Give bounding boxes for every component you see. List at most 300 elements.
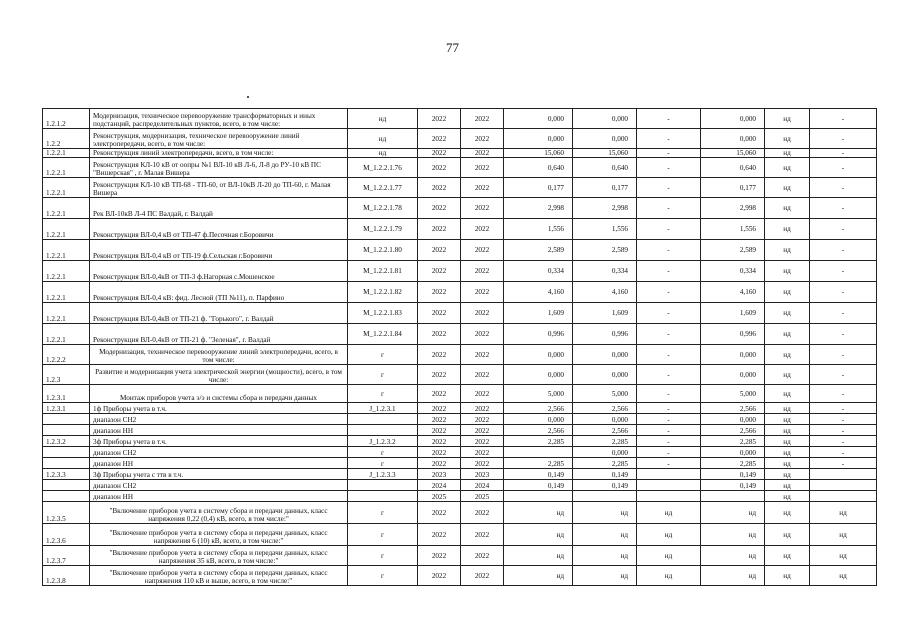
cell-value-3: - bbox=[637, 109, 701, 129]
cell-value-5: нд bbox=[765, 345, 810, 365]
cell-value-4: нд bbox=[701, 546, 765, 566]
cell-value-1: 2,285 bbox=[504, 458, 573, 469]
cell-year-end: 2022 bbox=[461, 240, 504, 261]
cell-year-start: 2022 bbox=[418, 385, 461, 403]
cell-year-start: 2022 bbox=[418, 158, 461, 178]
cell-id: 1.2.3.8 bbox=[43, 566, 90, 586]
cell-year-start: 2022 bbox=[418, 447, 461, 458]
table-row bbox=[43, 458, 877, 469]
cell-value-3: нд bbox=[637, 566, 701, 586]
cell-value-3: - bbox=[637, 219, 701, 240]
cell-value-1: 0,000 bbox=[504, 414, 573, 425]
cell-value-4 bbox=[701, 491, 765, 502]
cell-name: 1ф Приборы учета в т.ч. bbox=[90, 403, 348, 414]
cell-id: 1.2.3 bbox=[43, 365, 90, 385]
table-row bbox=[43, 219, 877, 240]
table-row bbox=[43, 425, 877, 436]
cell-value-4: 0,149 bbox=[701, 469, 765, 480]
cell-value-2: 2,998 bbox=[573, 198, 637, 219]
cell-year-end: 2023 bbox=[461, 469, 504, 480]
cell-value-2 bbox=[573, 491, 637, 502]
cell-value-3: нд bbox=[637, 546, 701, 566]
table-row bbox=[43, 469, 877, 480]
cell-value-2: 0,000 bbox=[573, 109, 637, 129]
cell-value-3: - bbox=[637, 345, 701, 365]
cell-id: 1.2.2.1 bbox=[43, 303, 90, 324]
table-row bbox=[43, 282, 877, 303]
cell-value-6 bbox=[810, 469, 877, 480]
cell-value-6: - bbox=[810, 324, 877, 345]
cell-value-4: 5,000 bbox=[701, 385, 765, 403]
cell-value-6: - bbox=[810, 158, 877, 178]
cell-value-1 bbox=[504, 447, 573, 458]
cell-value-6: - bbox=[810, 109, 877, 129]
cell-year-end: 2022 bbox=[461, 365, 504, 385]
cell-value-6 bbox=[810, 491, 877, 502]
cell-year-start: 2022 bbox=[418, 178, 461, 198]
cell-code: нд bbox=[348, 129, 418, 149]
cell-id: 1.2.2 bbox=[43, 129, 90, 149]
cell-id bbox=[43, 447, 90, 458]
cell-value-1: 15,060 bbox=[504, 149, 573, 158]
cell-value-5: нд bbox=[765, 546, 810, 566]
table-row bbox=[43, 178, 877, 198]
cell-value-4: 2,589 bbox=[701, 240, 765, 261]
table-row bbox=[43, 365, 877, 385]
cell-year-end: 2022 bbox=[461, 385, 504, 403]
cell-value-3: - bbox=[637, 178, 701, 198]
cell-year-end: 2022 bbox=[461, 149, 504, 158]
cell-year-start: 2022 bbox=[418, 425, 461, 436]
cell-value-5: нд bbox=[765, 447, 810, 458]
cell-value-6: - bbox=[810, 198, 877, 219]
cell-value-1: 0,334 bbox=[504, 261, 573, 282]
cell-year-start: 2022 bbox=[418, 345, 461, 365]
cell-value-5: нд bbox=[765, 365, 810, 385]
cell-value-4: 1,609 bbox=[701, 303, 765, 324]
cell-value-4: 0,996 bbox=[701, 324, 765, 345]
cell-code: M_1.2.2.1.83 bbox=[348, 303, 418, 324]
cell-value-2: 1,609 bbox=[573, 303, 637, 324]
cell-value-3: - bbox=[637, 447, 701, 458]
cell-value-3: - bbox=[637, 425, 701, 436]
cell-year-end: 2022 bbox=[461, 158, 504, 178]
cell-value-2: 5,000 bbox=[573, 385, 637, 403]
cell-value-2: 2,566 bbox=[573, 403, 637, 414]
cell-id: 1.2.2.1 bbox=[43, 158, 90, 178]
cell-value-2: 0,000 bbox=[573, 414, 637, 425]
cell-year-end: 2022 bbox=[461, 261, 504, 282]
table-row bbox=[43, 324, 877, 345]
cell-value-1: нд bbox=[504, 524, 573, 546]
table-row bbox=[43, 385, 877, 403]
table-row bbox=[43, 436, 877, 447]
cell-code: г bbox=[348, 524, 418, 546]
cell-value-1: 0,000 bbox=[504, 129, 573, 149]
cell-code: г bbox=[348, 345, 418, 365]
cell-value-5: нд bbox=[765, 436, 810, 447]
cell-value-5: нд bbox=[765, 491, 810, 502]
cell-value-6: нд bbox=[810, 566, 877, 586]
cell-id: 1.2.2.1 bbox=[43, 324, 90, 345]
cell-value-6: - bbox=[810, 240, 877, 261]
cell-id: 1.2.3.6 bbox=[43, 524, 90, 546]
cell-year-start: 2022 bbox=[418, 129, 461, 149]
cell-year-start: 2023 bbox=[418, 469, 461, 480]
cell-year-start: 2022 bbox=[418, 414, 461, 425]
cell-code: г bbox=[348, 458, 418, 469]
cell-code: M_1.2.2.1.77 bbox=[348, 178, 418, 198]
table-row bbox=[43, 149, 877, 158]
cell-name: Реконструкция ВЛ-0,4кВ от ТП-21 ф. "Горького", г. Валдай bbox=[90, 303, 348, 324]
cell-year-end: 2022 bbox=[461, 447, 504, 458]
cell-name: Реконструкция ВЛ-0,4 кВ от ТП-19 ф.Сельская г.Боровичи bbox=[90, 240, 348, 261]
cell-value-2: 2,589 bbox=[573, 240, 637, 261]
cell-value-4: 2,566 bbox=[701, 425, 765, 436]
cell-code: M_1.2.2.1.81 bbox=[348, 261, 418, 282]
cell-id: 1.2.3.5 bbox=[43, 502, 90, 524]
cell-value-2: 0,334 bbox=[573, 261, 637, 282]
cell-value-5: нд bbox=[765, 129, 810, 149]
cell-name: диапазон СН2 bbox=[90, 414, 348, 425]
cell-year-start: 2022 bbox=[418, 524, 461, 546]
cell-value-3: - bbox=[637, 282, 701, 303]
cell-value-2: 0,000 bbox=[573, 129, 637, 149]
cell-value-3: - bbox=[637, 458, 701, 469]
cell-year-end: 2022 bbox=[461, 524, 504, 546]
cell-value-1: 2,589 bbox=[504, 240, 573, 261]
cell-value-4: 2,998 bbox=[701, 198, 765, 219]
table-row bbox=[43, 414, 877, 425]
cell-value-5: нд bbox=[765, 566, 810, 586]
cell-value-3 bbox=[637, 491, 701, 502]
cell-value-4: 0,640 bbox=[701, 158, 765, 178]
cell-value-3 bbox=[637, 469, 701, 480]
cell-value-2: 0,177 bbox=[573, 178, 637, 198]
cell-year-end: 2022 bbox=[461, 546, 504, 566]
cell-code: г bbox=[348, 546, 418, 566]
cell-value-4: нд bbox=[701, 566, 765, 586]
cell-year-start: 2022 bbox=[418, 502, 461, 524]
cell-year-end: 2022 bbox=[461, 458, 504, 469]
cell-value-6: - bbox=[810, 129, 877, 149]
cell-value-2: нд bbox=[573, 546, 637, 566]
table-row bbox=[43, 491, 877, 502]
cell-code: M_1.2.2.1.76 bbox=[348, 158, 418, 178]
table-row bbox=[43, 261, 877, 282]
cell-value-3: - bbox=[637, 365, 701, 385]
cell-name: Реконструкция КЛ-10 кВ от оопры №1 ВЛ-10 кВ Л-6, Л-8 до РУ-10 кВ ПС "Вишерская" , г. Малая Вишера bbox=[90, 158, 348, 178]
cell-id bbox=[43, 491, 90, 502]
cell-id: 1.2.3.3 bbox=[43, 469, 90, 480]
cell-code: г bbox=[348, 365, 418, 385]
cell-code: J_1.2.3.3 bbox=[348, 469, 418, 480]
cell-year-start: 2022 bbox=[418, 261, 461, 282]
cell-year-end: 2022 bbox=[461, 303, 504, 324]
cell-id: 1.2.2.1 bbox=[43, 178, 90, 198]
cell-code bbox=[348, 491, 418, 502]
cell-value-4: 0,000 bbox=[701, 447, 765, 458]
cell-year-end: 2022 bbox=[461, 425, 504, 436]
cell-code: г bbox=[348, 502, 418, 524]
cell-value-2: 0,000 bbox=[573, 447, 637, 458]
cell-value-1: 0,640 bbox=[504, 158, 573, 178]
table-row bbox=[43, 345, 877, 365]
cell-value-1: 2,285 bbox=[504, 436, 573, 447]
cell-year-start: 2022 bbox=[418, 546, 461, 566]
cell-value-5: нд bbox=[765, 158, 810, 178]
cell-value-4: 1,556 bbox=[701, 219, 765, 240]
cell-value-1: 2,566 bbox=[504, 403, 573, 414]
cell-value-6: - bbox=[810, 261, 877, 282]
cell-name: 3ф Приборы учета в т.ч. bbox=[90, 436, 348, 447]
cell-id: 1.2.2.1 bbox=[43, 261, 90, 282]
cell-value-6: - bbox=[810, 219, 877, 240]
page-number: 77 bbox=[446, 40, 459, 55]
table-row bbox=[43, 546, 877, 566]
cell-value-1: 2,566 bbox=[504, 425, 573, 436]
cell-value-3: - bbox=[637, 198, 701, 219]
cell-value-1: нд bbox=[504, 546, 573, 566]
cell-year-start: 2022 bbox=[418, 109, 461, 129]
cell-value-4: 2,566 bbox=[701, 403, 765, 414]
cell-value-3: нд bbox=[637, 502, 701, 524]
cell-name: Реконструкция ВЛ-0,4кВ от ТП-3 ф.Нагорная с.Мошенское bbox=[90, 261, 348, 282]
cell-code: г bbox=[348, 566, 418, 586]
cell-value-2: 0,996 bbox=[573, 324, 637, 345]
cell-value-6: - bbox=[810, 178, 877, 198]
cell-value-2: нд bbox=[573, 566, 637, 586]
table-row bbox=[43, 109, 877, 129]
cell-id: 1.2.2.1 bbox=[43, 219, 90, 240]
cell-value-6: - bbox=[810, 436, 877, 447]
cell-year-end: 2022 bbox=[461, 502, 504, 524]
cell-value-5: нд bbox=[765, 240, 810, 261]
dot-mark bbox=[247, 96, 249, 98]
cell-value-1: 1,556 bbox=[504, 219, 573, 240]
cell-name: Реконструкция КЛ-10 кВ ТП-68 - ТП-60, от ВЛ-10кВ Л-20 до ТП-60, г. Малая Вишера bbox=[90, 178, 348, 198]
cell-value-5: нд bbox=[765, 219, 810, 240]
cell-year-start: 2022 bbox=[418, 436, 461, 447]
cell-value-1: 0,149 bbox=[504, 480, 573, 491]
cell-value-3: - bbox=[637, 385, 701, 403]
cell-code bbox=[348, 425, 418, 436]
cell-code bbox=[348, 480, 418, 491]
cell-year-end: 2022 bbox=[461, 198, 504, 219]
cell-value-3: - bbox=[637, 414, 701, 425]
cell-year-start: 2022 bbox=[418, 324, 461, 345]
cell-id: 1.2.2.1 bbox=[43, 198, 90, 219]
cell-id: 1.2.1.2 bbox=[43, 109, 90, 129]
cell-value-2: 15,060 bbox=[573, 149, 637, 158]
cell-value-4: 2,285 bbox=[701, 458, 765, 469]
cell-code: J_1.2.3.2 bbox=[348, 436, 418, 447]
cell-year-end: 2022 bbox=[461, 345, 504, 365]
cell-value-4: 15,060 bbox=[701, 149, 765, 158]
cell-value-2: нд bbox=[573, 502, 637, 524]
cell-value-1: 0,000 bbox=[504, 109, 573, 129]
cell-value-6: - bbox=[810, 149, 877, 158]
cell-value-4: 4,160 bbox=[701, 282, 765, 303]
cell-value-4: 0,149 bbox=[701, 480, 765, 491]
cell-value-3: - bbox=[637, 149, 701, 158]
cell-year-end: 2022 bbox=[461, 109, 504, 129]
cell-value-4: нд bbox=[701, 524, 765, 546]
cell-id bbox=[43, 480, 90, 491]
cell-code: J_1.2.3.1 bbox=[348, 403, 418, 414]
cell-name: Развитие и модернизация учета электрической энергии (мощности), всего, в том числе: bbox=[90, 365, 348, 385]
cell-value-3: - bbox=[637, 158, 701, 178]
cell-value-5: нд bbox=[765, 324, 810, 345]
cell-value-1: 0,000 bbox=[504, 345, 573, 365]
cell-value-6: - bbox=[810, 414, 877, 425]
cell-id: 1.2.3.1 bbox=[43, 385, 90, 403]
cell-value-1: 0,177 bbox=[504, 178, 573, 198]
cell-name: 3ф Приборы учета с ттв в т.ч. bbox=[90, 469, 348, 480]
cell-name: диапазон НН bbox=[90, 425, 348, 436]
cell-value-5: нд bbox=[765, 109, 810, 129]
cell-value-1: 4,160 bbox=[504, 282, 573, 303]
table-row bbox=[43, 566, 877, 586]
cell-id: 1.2.2.1 bbox=[43, 282, 90, 303]
cell-value-6 bbox=[810, 480, 877, 491]
cell-name: диапазон СН2 bbox=[90, 480, 348, 491]
cell-year-end: 2022 bbox=[461, 324, 504, 345]
cell-name: Реконструкция линий электропередачи, всего, в том числе: bbox=[90, 149, 348, 158]
cell-year-start: 2022 bbox=[418, 365, 461, 385]
cell-name: Модернизация, техническое перевооружение линий электропередачи, всего, в том числе: bbox=[90, 345, 348, 365]
cell-name: "Включение приборов учета в систему сбора и передачи данных, класс напряжения 110 кВ и выше, всего, в том числе:" bbox=[90, 566, 348, 586]
table-row bbox=[43, 303, 877, 324]
cell-code: M_1.2.2.1.78 bbox=[348, 198, 418, 219]
cell-value-2: 0,000 bbox=[573, 345, 637, 365]
cell-value-1: нд bbox=[504, 566, 573, 586]
cell-code: M_1.2.2.1.79 bbox=[348, 219, 418, 240]
cell-year-start: 2022 bbox=[418, 566, 461, 586]
cell-value-1: 1,609 bbox=[504, 303, 573, 324]
cell-value-5: нд bbox=[765, 178, 810, 198]
cell-value-6: - bbox=[810, 365, 877, 385]
cell-year-end: 2022 bbox=[461, 436, 504, 447]
cell-value-2: 2,285 bbox=[573, 436, 637, 447]
cell-name: "Включение приборов учета в систему сбора и передачи данных, класс напряжения 35 кВ, всего, в том числе:" bbox=[90, 546, 348, 566]
cell-name: Монтаж приборов учета э/э и системы сбора и передачи данных bbox=[90, 385, 348, 403]
cell-value-6: - bbox=[810, 282, 877, 303]
cell-value-4: 0,000 bbox=[701, 345, 765, 365]
cell-code: нд bbox=[348, 109, 418, 129]
cell-value-2: нд bbox=[573, 524, 637, 546]
cell-value-3: - bbox=[637, 261, 701, 282]
cell-name: диапазон НН bbox=[90, 458, 348, 469]
cell-value-1: 5,000 bbox=[504, 385, 573, 403]
cell-value-3 bbox=[637, 480, 701, 491]
cell-name: диапазон СН2 bbox=[90, 447, 348, 458]
cell-value-5: нд bbox=[765, 385, 810, 403]
cell-value-4: 0,000 bbox=[701, 365, 765, 385]
cell-id: 1.2.3.2 bbox=[43, 436, 90, 447]
cell-code: M_1.2.2.1.82 bbox=[348, 282, 418, 303]
cell-value-6: - bbox=[810, 425, 877, 436]
cell-value-5: нд bbox=[765, 198, 810, 219]
cell-id: 1.2.2.2 bbox=[43, 345, 90, 365]
cell-id bbox=[43, 425, 90, 436]
cell-year-start: 2022 bbox=[418, 240, 461, 261]
cell-year-end: 2022 bbox=[461, 282, 504, 303]
cell-value-5: нд bbox=[765, 524, 810, 546]
cell-year-end: 2022 bbox=[461, 219, 504, 240]
cell-value-2: 4,160 bbox=[573, 282, 637, 303]
cell-code: нд bbox=[348, 149, 418, 158]
cell-year-start: 2022 bbox=[418, 403, 461, 414]
cell-code: г bbox=[348, 447, 418, 458]
cell-id: 1.2.3.7 bbox=[43, 546, 90, 566]
table-row bbox=[43, 524, 877, 546]
cell-value-2: 1,556 bbox=[573, 219, 637, 240]
cell-value-5: нд bbox=[765, 480, 810, 491]
cell-year-end: 2025 bbox=[461, 491, 504, 502]
cell-value-4: 0,000 bbox=[701, 109, 765, 129]
cell-name: Реконструкция ВЛ-0,4 кВ от ТП-47 ф.Песочная г.Боровичи bbox=[90, 219, 348, 240]
cell-year-start: 2024 bbox=[418, 480, 461, 491]
cell-value-6: - bbox=[810, 303, 877, 324]
cell-value-5: нд bbox=[765, 403, 810, 414]
cell-value-6: нд bbox=[810, 524, 877, 546]
cell-value-2: 0,149 bbox=[573, 469, 637, 480]
table-row bbox=[43, 198, 877, 219]
cell-value-5: нд bbox=[765, 469, 810, 480]
cell-id: 1.2.3.1 bbox=[43, 403, 90, 414]
cell-value-4: 0,334 bbox=[701, 261, 765, 282]
cell-year-start: 2022 bbox=[418, 282, 461, 303]
cell-value-3: - bbox=[637, 324, 701, 345]
table-row bbox=[43, 447, 877, 458]
investment-table bbox=[42, 108, 877, 586]
cell-value-4: 0,000 bbox=[701, 414, 765, 425]
cell-value-6: нд bbox=[810, 546, 877, 566]
cell-value-4: 0,177 bbox=[701, 178, 765, 198]
cell-year-start: 2022 bbox=[418, 303, 461, 324]
cell-value-1: 0,996 bbox=[504, 324, 573, 345]
cell-value-3: - bbox=[637, 403, 701, 414]
cell-id: 1.2.2.1 bbox=[43, 240, 90, 261]
table-row bbox=[43, 502, 877, 524]
cell-value-6: нд bbox=[810, 502, 877, 524]
cell-value-6: - bbox=[810, 345, 877, 365]
cell-value-6: - bbox=[810, 447, 877, 458]
cell-value-1 bbox=[504, 491, 573, 502]
cell-name: Рек ВЛ-10кВ Л-4 ПС Валдай, г. Валдай bbox=[90, 198, 348, 219]
cell-year-start: 2022 bbox=[418, 198, 461, 219]
cell-value-5: нд bbox=[765, 282, 810, 303]
cell-value-5: нд bbox=[765, 303, 810, 324]
cell-value-5: нд bbox=[765, 425, 810, 436]
cell-value-1: 0,149 bbox=[504, 469, 573, 480]
cell-name: Модернизация, техническое перевооружение трансформаторных и иных подстанций, распределительных пунктов, всего, в том числе: bbox=[90, 109, 348, 129]
cell-value-5: нд bbox=[765, 261, 810, 282]
cell-year-end: 2022 bbox=[461, 178, 504, 198]
cell-code: M_1.2.2.1.80 bbox=[348, 240, 418, 261]
cell-id bbox=[43, 458, 90, 469]
cell-value-4: 0,000 bbox=[701, 129, 765, 149]
cell-name: Реконструкция ВЛ-0,4 кВ: фид. Лесной (ТП №11), п. Парфино bbox=[90, 282, 348, 303]
cell-year-end: 2024 bbox=[461, 480, 504, 491]
cell-value-6: - bbox=[810, 458, 877, 469]
cell-value-1: 2,998 bbox=[504, 198, 573, 219]
cell-value-2: 2,566 bbox=[573, 425, 637, 436]
cell-year-start: 2022 bbox=[418, 219, 461, 240]
table-row bbox=[43, 158, 877, 178]
table-row bbox=[43, 240, 877, 261]
